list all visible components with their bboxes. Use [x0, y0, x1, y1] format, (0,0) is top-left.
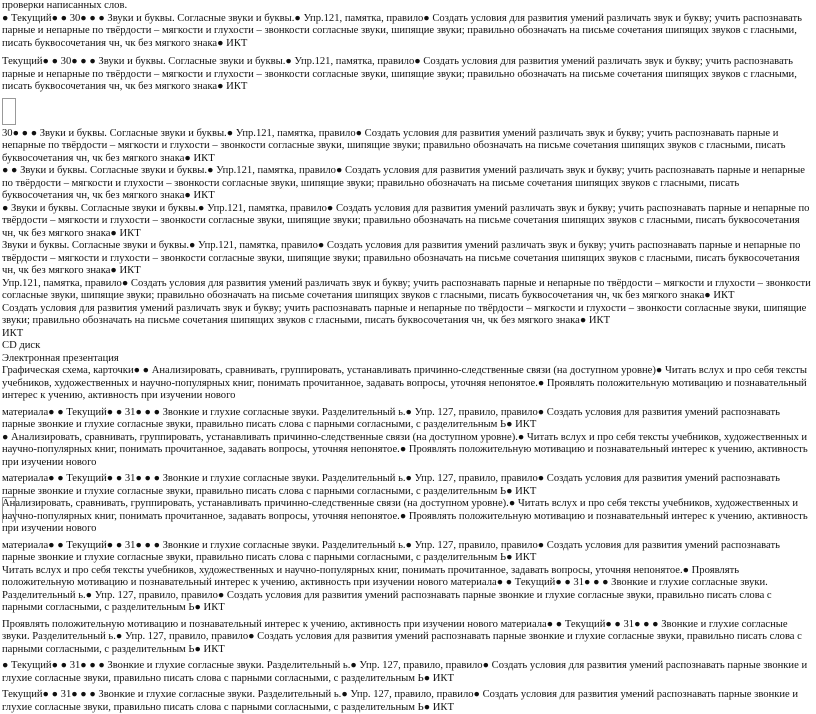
text-line: Текущий● ● 31● ● ● Звонкие и глухие согласные звуки. Разделительный ь.● Упр. 127, правило, правило● Создать условия для развития умений распознавать парные звонкие и глухие согласные звуки, правильно писать слова с парными согласными, с разделительным Ь● ИКТ	[2, 689, 799, 713]
text-line: ● ● Звуки и буквы. Согласные звуки и буквы.● Упр.121, памятка, правило● Создать условия для развития умений различать звук и букву; учить распознавать парные и непарные по твёрдости – мягкости и глухости – звонкости согласные звуки, шипящие звуки; правильно обозначать на письме сочетания шипящих звуков с гласными, писать буквосочетания чн, чк без мягкого знака● ИКТ	[2, 165, 805, 201]
document-page	[2, 0, 812, 714]
text-line: материала● ● Текущий● ● 31● ● ● Звонкие и глухие согласные звуки. Разделительный ь.● Упр. 127, правило, правило● Создать условия для развития умений распознавать парные звонкие и глухие согласные звуки, правильно писать слова с парными согласными, с разделительным Ь● ИКТ	[2, 539, 780, 563]
text-line: Анализировать, сравнивать, группировать, устанавливать причинно-следственные связи (на доступном уровне).● Читать вслух и про себя тексты учебников, художественных и научно-популярных книг, понимать прочитанное, задавать вопросы, уточняя непонятое.● Проявлять положительную мотивацию и познавательный интерес к учению, активность при изучении нового	[2, 498, 808, 534]
text-line: Текущий● ● 30● ● ● Звуки и буквы. Согласные звуки и буквы.● Упр.121, памятка, правило● Создать условия для развития умений различать звук и букву; учить распознавать парные и непарные по твёрдости – мягкости и глухости – звонкости согласные звуки, шипящие звуки; правильно обозначать на письме сочетания шипящих звуков с гласными, писать буквосочетания чн, чк без мягкого знака● ИКТ	[2, 56, 797, 92]
text-line: материала● ● Текущий● ● 31● ● ● Звонкие и глухие согласные звуки. Разделительный ь.● Упр. 127, правило, правило● Создать условия для развития умений распознавать парные звонкие и глухие согласные звуки, правильно писать слова с парными согласными, с разделительным Ь● ИКТ	[2, 406, 780, 430]
text-line: 30● ● ● Звуки и буквы. Согласные звуки и буквы.● Упр.121, памятка, правило● Создать условия для развития умений различать звук и букву; учить распознавать парные и непарные по твёрдости – мягкости и глухости – звонкости согласные звуки, шипящие звуки; правильно обозначать на письме сочетания шипящих звуков с гласными, писать буквосочетания чн, чк без мягкого знака● ИКТ	[2, 127, 786, 164]
text-line: ● Текущий● ● 31● ● ● Звонкие и глухие согласные звуки. Разделительный ь.● Упр. 127, правило, правило● Создать условия для развития умений распознавать парные звонкие и глухие согласные звуки, правильно писать слова с парными согласными, с разделительным Ь● ИКТ	[2, 660, 808, 684]
text-line: Звуки и буквы. Согласные звуки и буквы.● Упр.121, памятка, правило● Создать условия для развития умений различать звук и букву; учить распознавать парные и непарные по твёрдости – мягкости и глухости – звонкости согласные звуки, шипящие звуки; правильно обозначать на письме сочетания шипящих звуков с гласными, писать буквосочетания чн, чк без мягкого знака● ИКТ	[2, 240, 801, 276]
text-line: Создать условия для развития умений различать звук и букву; учить распознавать парные и непарные по твёрдости – мягкости и глухости – звонкости согласные звуки, шипящие звуки; правильно обозначать на письме сочетания шипящих звуков с гласными, писать буквосочетания чн, чк без мягкого знака● ИКТ	[2, 302, 807, 326]
text-line: материала● ● Текущий● ● 31● ● ● Звонкие и глухие согласные звуки. Разделительный ь.● Упр. 127, правило, правило● Создать условия для развития умений распознавать парные звонкие и глухие согласные звуки, правильно писать слова с парными согласными, с разделительным Ь● ИКТ	[2, 473, 780, 497]
text-line: Проявлять положительную мотивацию и познавательный интерес к учению, активность при изучении нового материала● ● Текущий● ● 31● ● ● Звонкие и глухие согласные звуки. Разделительный ь.● Упр. 127, правило, правило● Создать условия для развития умений распознавать парные звонкие и глухие согласные звуки, правильно писать слова с парными согласными, с разделительным Ь● ИКТ	[2, 618, 802, 655]
empty-cell-box	[2, 98, 16, 125]
text-line: ИКТ	[2, 327, 24, 339]
text-line: Читать вслух и про себя тексты учебников, художественных и научно-популярных книг, понимать прочитанное, задавать вопросы, уточняя непонятое.● Проявлять положительную мотивацию и познавательный интерес к учению, активность при изучении нового материала● ● Текущий● ● 31● ● ● Звонкие и глухие согласные звуки. Разделительный ь.● Упр. 127, правило, правило● Создать условия для развития умений распознавать парные звонкие и глухие согласные звуки, правильно писать слова с парными согласными, с разделительным Ь● ИКТ	[2, 564, 772, 613]
empty-cell-box	[2, 497, 16, 523]
text-line: Графическая схема, карточки● ● Анализировать, сравнивать, группировать, устанавливать причинно-следственные связи (на доступном уровне)● Читать вслух и про себя тексты учебников, художественных и научно-популярных книг, понимать прочитанное, задавать вопросы, уточняя непонятое.● Проявлять положительную мотивацию и познавательный интерес к учению, активность при изучении нового	[2, 365, 808, 401]
text-line: Электронная презентация	[2, 352, 119, 364]
text-line: ● Звуки и буквы. Согласные звуки и буквы.● Упр.121, памятка, правило● Создать условия для развития умений различать звук и букву; учить распознавать парные и непарные по твёрдости – мягкости и глухости – звонкости согласные звуки, шипящие звуки; правильно обозначать на письме сочетания шипящих звуков с гласными, писать буквосочетания чн, чк без мягкого знака● ИКТ	[2, 202, 810, 239]
text-line: ● Анализировать, сравнивать, группировать, устанавливать причинно-следственные связи (на доступном уровне).● Читать вслух и про себя тексты учебников, художественных и научно-популярных книг, понимать прочитанное, задавать вопросы, уточняя непонятое.● Проявлять положительную мотивацию и познавательный интерес к учению, активность при изучении нового	[2, 431, 808, 468]
text-line: Упр.121, памятка, правило● Создать условия для развития умений различать звук и букву; учить распознавать парные и непарные по твёрдости – мягкости и глухости – звонкости согласные звуки, шипящие звуки; правильно обозначать на письме сочетания шипящих звуков с гласными, писать буквосочетания чн, чк без мягкого знака● ИКТ	[2, 277, 811, 301]
text-line: ● Текущий● ● 30● ● ● Звуки и буквы. Согласные звуки и буквы.● Упр.121, памятка, правило● Создать условия для развития умений различать звук и букву; учить распознавать парные и непарные по твёрдости – мягкости и глухости – звонкости согласные звуки, шипящие звуки; правильно обозначать на письме сочетания шипящих звуков с гласными, писать буквосочетания чн, чк без мягкого знака● ИКТ	[2, 12, 802, 49]
text-line: проверки написанных слов.	[2, 0, 128, 11]
text-line: CD диск	[2, 340, 41, 351]
